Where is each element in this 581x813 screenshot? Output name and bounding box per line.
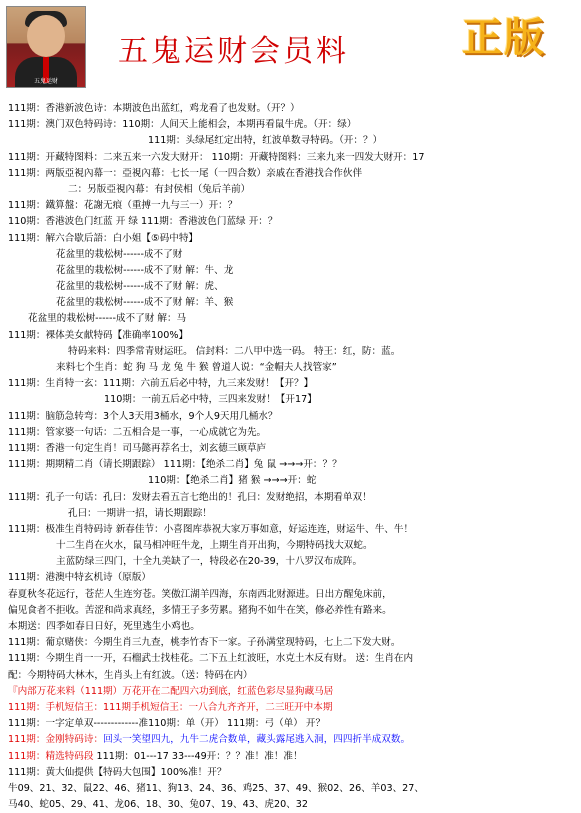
text-line: 马40、蛇05、29、41、龙06、18、30、兔07、19、43、虎20、32: [8, 799, 308, 811]
text-line: 111期：鐵算盤：花謝无痕（重搏一九与三一）开：？: [8, 200, 238, 212]
text-line: 111期：港澳中特玄机诗（原版）: [8, 572, 152, 584]
text-line: 111期：管家婆一句话：二五相合是一事，一心成就它为先。: [8, 426, 267, 438]
text-line: 主蓝防绿三四门，十全九美缺了一，特段必在20-39，十八罗汉布成阵。: [56, 556, 363, 568]
text-line: 偏见食者不拒收。苦涩和尚求真经，多情王子多劳累。猪狗不如牛在笑，修必养性有路来。: [8, 604, 392, 616]
text-line: 111期：解六合歇后語：白小姐【⑤码中特】: [8, 232, 199, 244]
authentic-badge: 正版: [462, 15, 546, 61]
portrait-photo: [6, 6, 86, 88]
text-line: 111期：香港新波色诗：本期波色出蓝红，鸡龙看了也发财。（开？）: [8, 103, 300, 114]
text-line: 111期：孔子一句话：孔曰：发财去看五言七绝出的！孔曰：发财绝招，本期看单双！: [8, 491, 372, 503]
text-line: 花盆里的栽松树------成不了财 解：牛、龙: [56, 264, 234, 276]
text-line: 花盆里的栽松树------成不了财 解：羊、猴: [56, 297, 234, 309]
line-label: 111期：精选特码段: [8, 750, 97, 762]
text-line: [8, 749, 578, 765]
text-line: 111期：生肖特一玄：111期：六前五后必中特，九三来发财！【开？】: [8, 378, 314, 390]
text-line: 110期：一前五后必中特，三四来发财！【开17】: [104, 394, 317, 406]
text-line: 111期：期期精二肖（请长期跟踪） 111期：【绝杀二肖】兔 鼠 →→→开：？？: [8, 459, 342, 471]
text-line: 花盆里的栽松树------成不了财 解：马: [28, 313, 187, 325]
text-line: 111期：裸体美女献特码【准确率100%】: [8, 329, 189, 341]
text-line: 111期：今期生肖一一开，石榴武士找桂花。二下五上红波旺，水克土木反有财。 送：生肖在内: [8, 653, 414, 665]
text-line: 特码来料：四季常青财运旺。 信封料：二八甲中选一码。 特王：红，防：蓝。: [68, 345, 401, 357]
page-header: [0, 0, 581, 98]
text-line: 111期：澳门双色特码诗：110期：人间天上能相会，本期再看鼠牛虎。（开：绿）: [8, 119, 357, 131]
text-line: 来料七个生肖：蛇 狗 马 龙 兔 牛 猴 曾道人说：“金帽夫人找管家”: [56, 362, 337, 373]
text-line: 二：另版亞視內幕：有封侯相（兔后羊前）: [68, 183, 251, 195]
text-line: 111期：极准生肖特码诗 新春佳节：小喜图库恭祝大家万事如意，好运连连，财运牛、牛、牛！: [8, 523, 414, 535]
text-line: 111期：两版亞視內幕一：亞視內幕：七长一尾（一四合数）亲戚在香港找合作伙伴: [8, 167, 363, 179]
line-value: 回头一笑望四九，九牛二虎合数单，藏头露尾逃入洞，四四折半成双数。: [103, 734, 411, 746]
text-line: 111期：香港一句定生肖！司马懿再荐名士，刘玄德三顾草庐: [8, 442, 267, 454]
text-line: 111期：头绿尾红定出特，红波单数寻特码。（开：？）: [148, 135, 383, 147]
text-line: 花盆里的栽松树------成不了财: [56, 248, 183, 260]
line-value: 111期：01---17 33---49开：？？准！准！准！: [96, 750, 303, 762]
text-line: 十二生肖在火水，鼠马相冲旺牛龙，上期生肖开出狗，今期特码找大双蛇。: [56, 540, 373, 552]
text-line: 110期：香港波色门红蓝 开 绿 111期：香港波色门蓝绿 开：？: [8, 216, 278, 228]
text-line: 『内部万花来料（111期）万花开在二配四六功到底，红蓝色彩尽显狗藏马居: [8, 685, 334, 697]
text-line: 花盆里的栽松树------成不了财 解：虎、: [56, 281, 224, 293]
line-label: 111期：金刚特码诗：: [8, 734, 104, 746]
text-line: 111期：开藏特图料：二来五来一六发大财开： 110期：开藏特图料：三来九来一四发大财开：17: [8, 151, 425, 163]
prediction-list: [8, 101, 578, 813]
text-line: 孔曰：一期讲一招，请长期跟踪！: [68, 507, 212, 519]
text-line: 110期：【绝杀二肖】猪 猴 →→→开：蛇: [148, 475, 317, 487]
text-line: [8, 732, 578, 748]
text-line: 配：今期特码大林木，生肖头上有红波。（送：特码在内）: [8, 669, 253, 681]
text-line: 111期：脑筋急转弯：3个人3天用3桶水，9个人9天用几桶水？: [8, 410, 278, 422]
text-line: 牛09、21、32、鼠22、46、猪11、狗13、24、36、鸡25、37、49、猴02、26、羊03、27、: [8, 782, 424, 794]
text-line: 111期：一字定单双-------------准110期：单（开） 111期：弓（单） 开？: [8, 718, 326, 730]
text-line: 本期送：四季如春日日好，死里逃生小鸡也。: [8, 621, 200, 632]
text-line: 111期：葡京赌侠：今期生肖三九查，桃李竹杏下一家。子孙满堂现特码，七上二下发大财。: [8, 637, 401, 649]
text-line: 111期：黄大仙提供【特码大包围】100%准！开？: [8, 766, 227, 778]
text-line: 111期：手机短信王：111期手机短信王：一八合九齐齐开，二三旺开中本期: [8, 701, 333, 713]
text-line: 春夏秋冬花远行，苍茫人生连穷苍。笑傲江湖羊四海，东南西北财源进。日出方醒兔床前，: [8, 588, 392, 600]
page-title: 五鬼运财会员料: [118, 34, 349, 69]
photo-caption: 五鬼运财: [33, 78, 58, 85]
